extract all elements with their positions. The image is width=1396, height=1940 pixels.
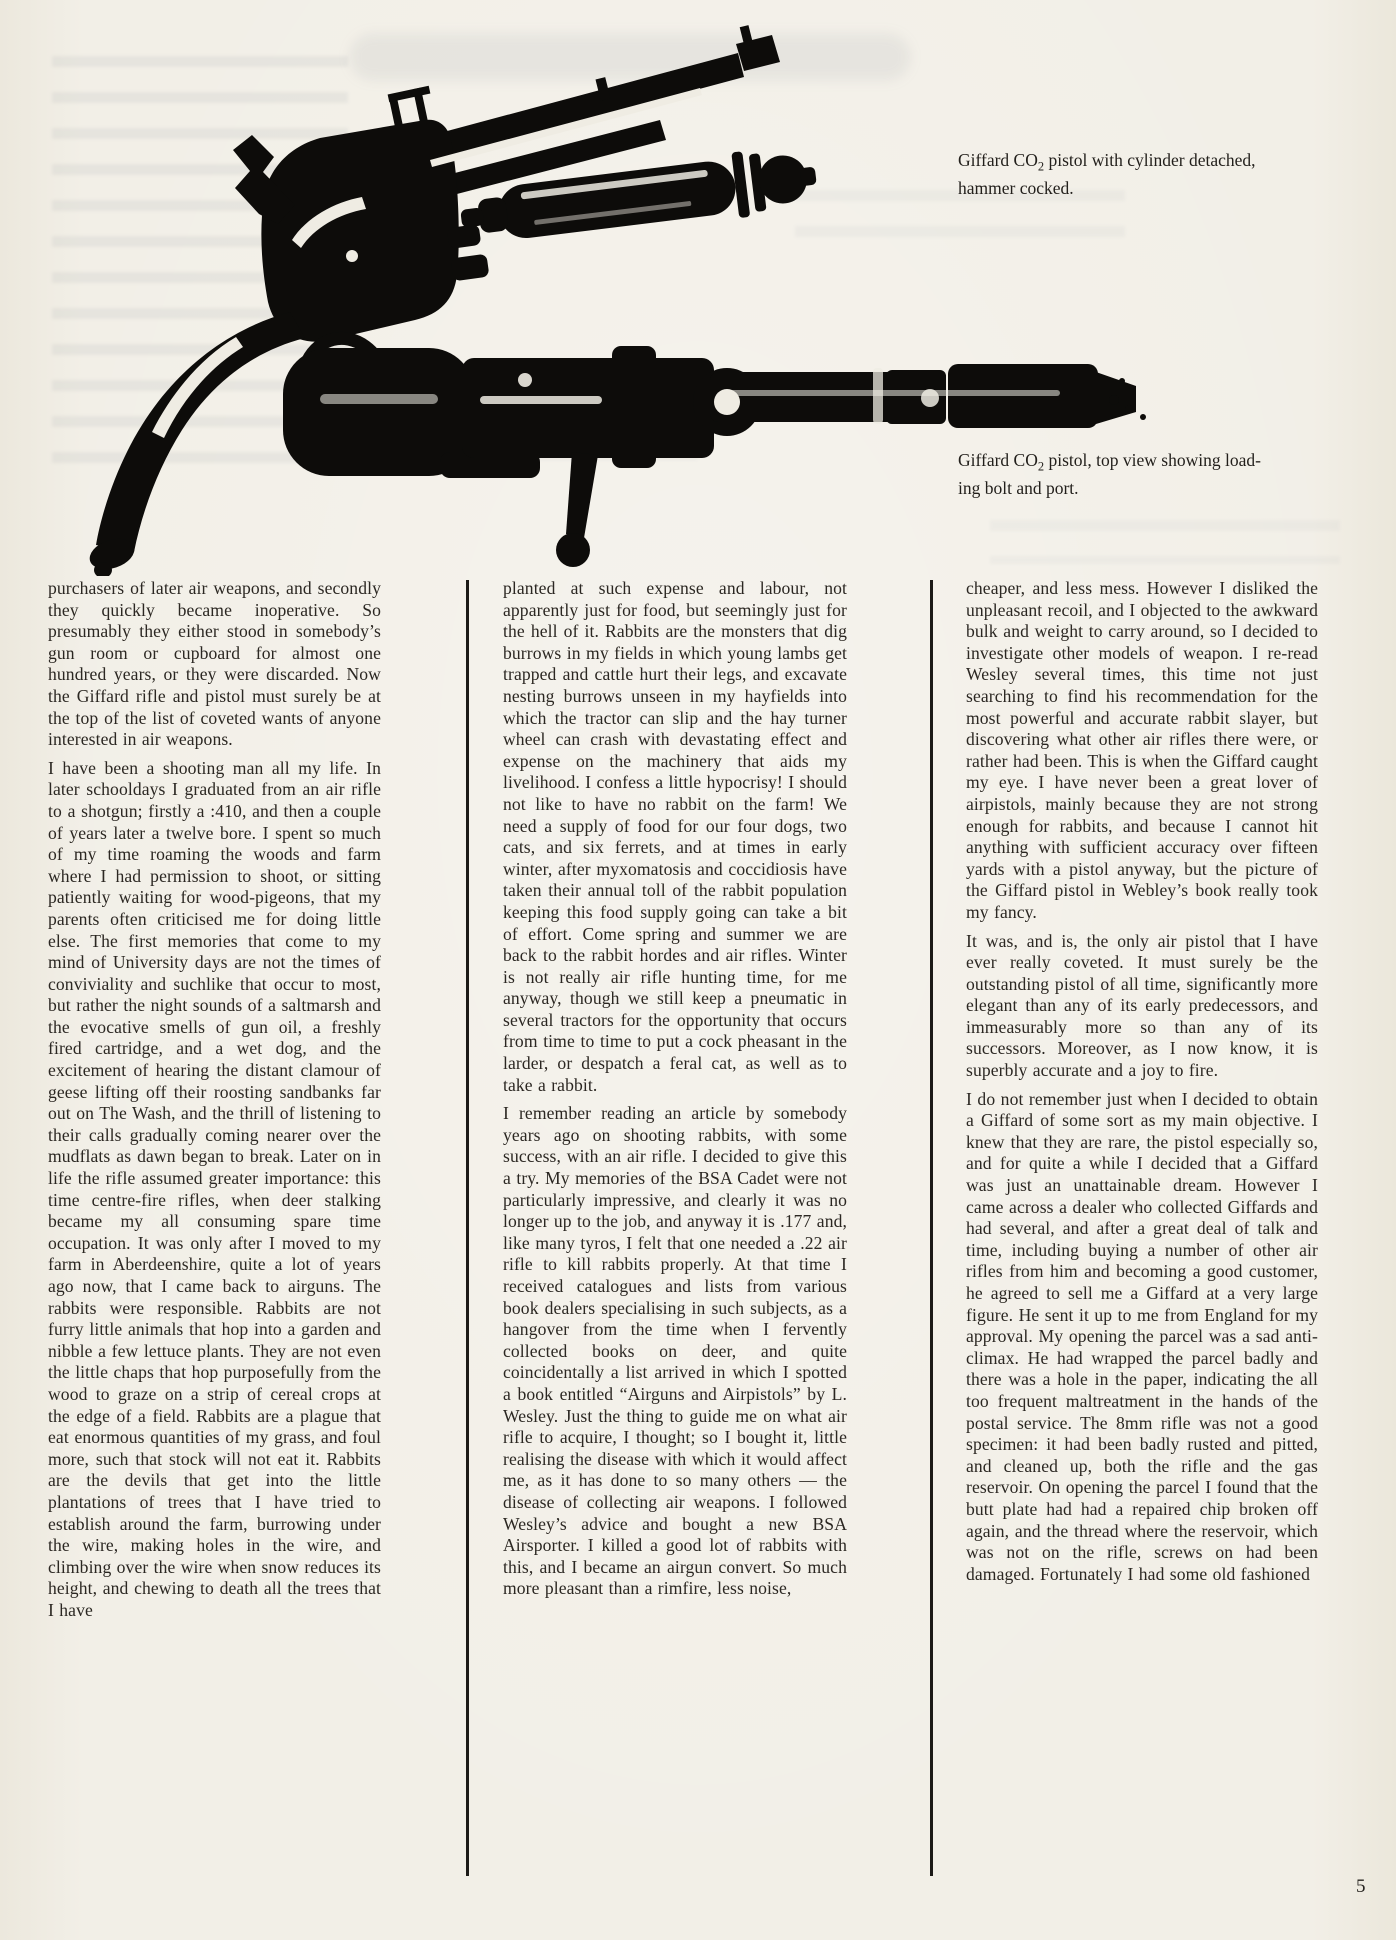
body-paragraph: I remember reading an article by somebody years ago on shooting rabbits, with some success, with an air rifle. I decided to give this a try. My memories of the BSA Cadet were not particularly impressive, and clearly it was no longer up to the job, and anyway it is .177 and, like many tyros, I felt that one needed a .22 air rifle to kill rabbits properly. At that time I received catalogues and lists from various book dealers specialising in such subjects, as a hangover from the time when I fervently collected books on deer, and quite coincidentally a list arrived in which I spotted a book entitled “Airguns and Airpistols” by L. Wesley. Just the thing to guide me on what air rifle to acquire, I thought; so I bought it, little realising the disease with which it would affect me, as it has done to so many others — the disease of collecting air weapons. I followed Wesley’s advice and bought a new BSA Airsporter. I killed a good lot of rabbits with this, and I became an airgun convert. So much more pleasant than a rimfire, less noise, [503,1103,847,1599]
body-paragraph: It was, and is, the only air pistol that I have ever really coveted. It must surely be the outstanding pistol of all time, significantly more elegant than any of its early predecessors, and immeasurably more so than any of its successors. Moreover, as I now know, it is superbly accurate and a joy to fire. [966,930,1318,1081]
body-paragraph: cheaper, and less mess. However I disliked the unpleasant recoil, and I objected to the awkward bulk and weight to carry around, so I decided to investigate other models of weapon. I re-read Wesley several times, this time not just searching to find his recommendation for the most powerful and accurate rabbit slayer, but discovering what other air rifles there were, or rather had been. This is when the Giffard caught my eye. I have never been a great lover of airpistols, mainly because they are not strong enough for rabbits, and because I cannot hit anything with sufficient accuracy over fifteen yards with a pistol anyway, but the picture of the Giffard pistol in Webley’s book really took my fancy. [966,578,1318,922]
caption-text: pistol, top view showing load- [1044,450,1261,470]
photo-caption-top-view [958,450,1358,499]
caption-text: ing bolt and port. [958,477,1079,498]
body-paragraph: planted at such expense and labour, not apparently just for food, but seemingly just for the hell of it. Rabbits are the monsters that dig burrows in my fields in which young lambs get trapped and cattle hurt their legs, and excavate nesting burrows unseen in my hayfields into which the tractor can slip and the hay turner wheel can crash with devastating effect and expense on the machinery that aids my livelihood. I confess a little hypocrisy! I should not like to have no rabbit on the farm! We need a supply of food for our four dogs, two cats, and six ferrets, and at times in early winter, after myxomatosis and coccidiosis have taken their annual toll of the rabbit population keeping this food supply going can take a bit of effort. Come spring and summer we are back to the rabbit hordes and air rifles. Winter is not really air rifle hunting time, for me anyway, though we still keep a pneumatic in several tractors for the opportunity that occurs from time to time to put a cock pheasant in the larder, or despatch a feral cat, as well as to take a rabbit. [503,578,847,1095]
caption-text: hammer cocked. [958,177,1074,198]
body-paragraph: I have been a shooting man all my life. In later schooldays I graduated from an air rifle to a shotgun; firstly a :410, and then a couple of years later a twelve bore. I spent so much of my time roaming the woods and farm where I had permission to shoot, or sitting patiently waiting for wood-pigeons, that my parents often criticised me for doing little else. The first memories that come to my mind of University days are not the times of conviviality and suchlike that occur to most, but rather the night sounds of a saltmarsh and the evocative smells of gun oil, a freshly fired cartridge, and a wet dog, and the excitement of hearing the distant clamour of geese lifting off their roosting sandbanks far out on The Wash, and the thrill of listening to their calls gradually coming nearer over the mudflats as dawn began to break. Later on in life the rifle assumed greater importance: this time centre-fire rifles, when deer stalking became my all consuming spare time occupation. It was only after I moved to my farm in Aberdeenshire, quite a lot of years ago now, that I came back to airguns. The rabbits were responsible. Rabbits are not furry little animals that hop into a garden and nibble a few lettuce plants. They are not even the little chaps that hop purposefully from the wood to graze on a strip of cereal crops at the edge of a field. Rabbits are a plague that eat enormous quantities of my grass, and foul more, such that stock will not eat it. Rabbits are the devils that get into the little plantations of trees that I have tried to establish around the farm, burrowing under the wire, making holes in the wire, and climbing over the wire when snow reduces its height, and chewing to death all the trees that I have [48,757,381,1620]
column-divider [466,580,469,1876]
body-paragraph: purchasers of later air weapons, and secondly they quickly became inoperative. So presumably they either stood in somebody’s gun room or cupboard for almost one hundred years, or they were discarded. Now the Giffard rifle and pistol must surely be at the top of the list of coveted wants of anyone interested in air weapons. [48,578,381,750]
text-column-3 [966,578,1318,1585]
giffard-pistol-side-view [86,25,780,576]
page-number: 5 [1356,1876,1366,1897]
column-divider [930,580,933,1876]
text-column-2 [503,578,847,1600]
photo-caption-cylinder-detached [958,150,1358,199]
caption-subscript: 2 [1037,159,1045,174]
caption-subscript: 2 [1037,459,1045,474]
caption-text: Giffard CO [958,150,1038,170]
text-column-1 [48,578,381,1622]
caption-text: pistol with cylinder detached, [1044,150,1256,170]
body-paragraph: I do not remember just when I decided to obtain a Giffard of some sort as my main objective. I knew that they are rare, the pistol especially so, and for quite a while I decided that a Giffard was just an unattainable dream. However I came across a dealer who collected Giffards and had several, and after a great deal of talk and time, including buying a number of other air rifles from him and becoming a good customer, he agreed to sell me a Giffard at a very large figure. He sent it up to me from England for my approval. My opening the parcel was a sad anti-climax. He had wrapped the parcel badly and there was a hole in the paper, indicating the all too frequent maltreatment in the hands of the postal service. The 8mm rifle was not a good specimen: it had been badly rusted and pitted, and cleaned up, both the rifle and the gas reservoir. On opening the parcel I found that the butt plate had had a repaired chip broken off again, and the thread where the reservoir, which was not on the rifle, screws on had been damaged. Fortunately I had some old fashioned [966,1088,1318,1584]
caption-text: Giffard CO [958,450,1038,470]
